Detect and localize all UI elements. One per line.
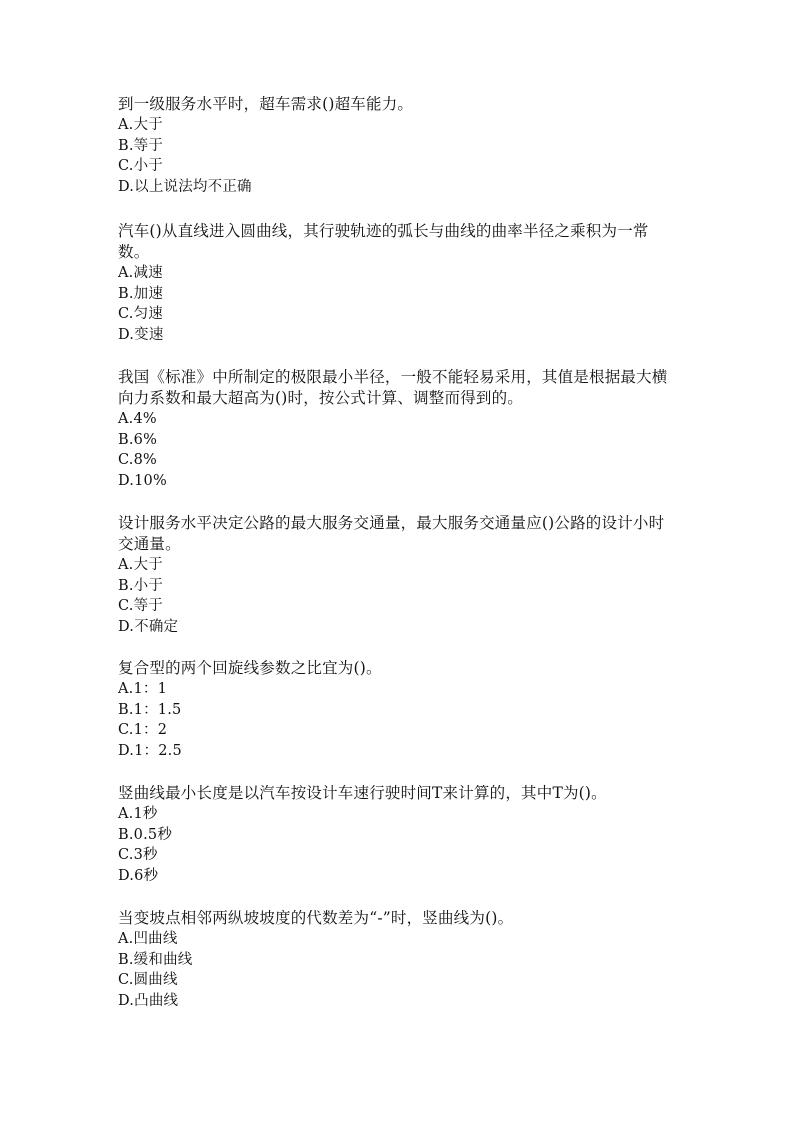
option-c: C.3秒 (118, 847, 158, 864)
option-a: A.大于 (118, 557, 163, 573)
option-d: D.10% (118, 473, 167, 490)
question-stem: 复合型的两个回旋线参数之比宜为()。 (118, 659, 382, 677)
option-c: C.小于 (118, 158, 163, 175)
question-5 (118, 658, 678, 762)
option-d: D.凸曲线 (118, 993, 179, 1010)
question-2 (118, 221, 678, 346)
option-a: A.1：1 (118, 681, 168, 697)
question-7 (118, 908, 678, 1012)
option-b: B.6% (118, 431, 158, 448)
question-6 (118, 783, 678, 887)
option-c: C.匀速 (118, 306, 163, 323)
option-c: C.等于 (118, 598, 163, 615)
option-a: A.减速 (118, 265, 163, 281)
option-b: B.0.5秒 (118, 826, 173, 843)
option-a: A.凹曲线 (118, 931, 178, 947)
question-1 (118, 94, 678, 198)
option-d: D.以上说法均不正确 (118, 179, 252, 196)
option-d: D.不确定 (118, 619, 179, 636)
option-a: A.1秒 (118, 806, 158, 822)
question-stem: 当变坡点相邻两纵坡坡度的代数差为“-”时，竖曲线为()。 (118, 909, 514, 927)
option-d: D.1：2.5 (118, 743, 182, 760)
question-stem: 到一级服务水平时，超车需求()超车能力。 (118, 95, 414, 113)
option-a: A.4% (118, 411, 157, 427)
option-b: B.小于 (118, 577, 164, 594)
option-c: C.1：2 (118, 722, 168, 739)
question-stem: 汽车()从直线进入圆曲线，其行驶轨迹的弧长与曲线的曲率半径之乘积为一常数。 (118, 222, 649, 261)
option-b: B.加速 (118, 285, 164, 302)
option-a: A.大于 (118, 117, 163, 133)
option-c: C.圆曲线 (118, 972, 178, 989)
option-c: C.8% (118, 452, 157, 469)
option-b: B.等于 (118, 137, 164, 154)
question-stem: 我国《标准》中所制定的极限最小半径，一般不能轻易采用，其值是根据最大横向力系数和最大超高为()时，按公式计算、调整而得到的。 (118, 368, 668, 407)
question-stem: 设计服务水平决定公路的最大服务交通量，最大服务交通量应()公路的设计小时交通量。 (118, 514, 665, 553)
question-4 (118, 513, 678, 638)
option-d: D.6秒 (118, 868, 159, 885)
question-stem: 竖曲线最小长度是以汽车按设计车速行驶时间T来计算的，其中T为()。 (118, 784, 607, 802)
question-3 (118, 367, 678, 492)
option-b: B.缓和曲线 (118, 951, 193, 968)
option-d: D.变速 (118, 327, 164, 344)
option-b: B.1：1.5 (118, 701, 182, 718)
